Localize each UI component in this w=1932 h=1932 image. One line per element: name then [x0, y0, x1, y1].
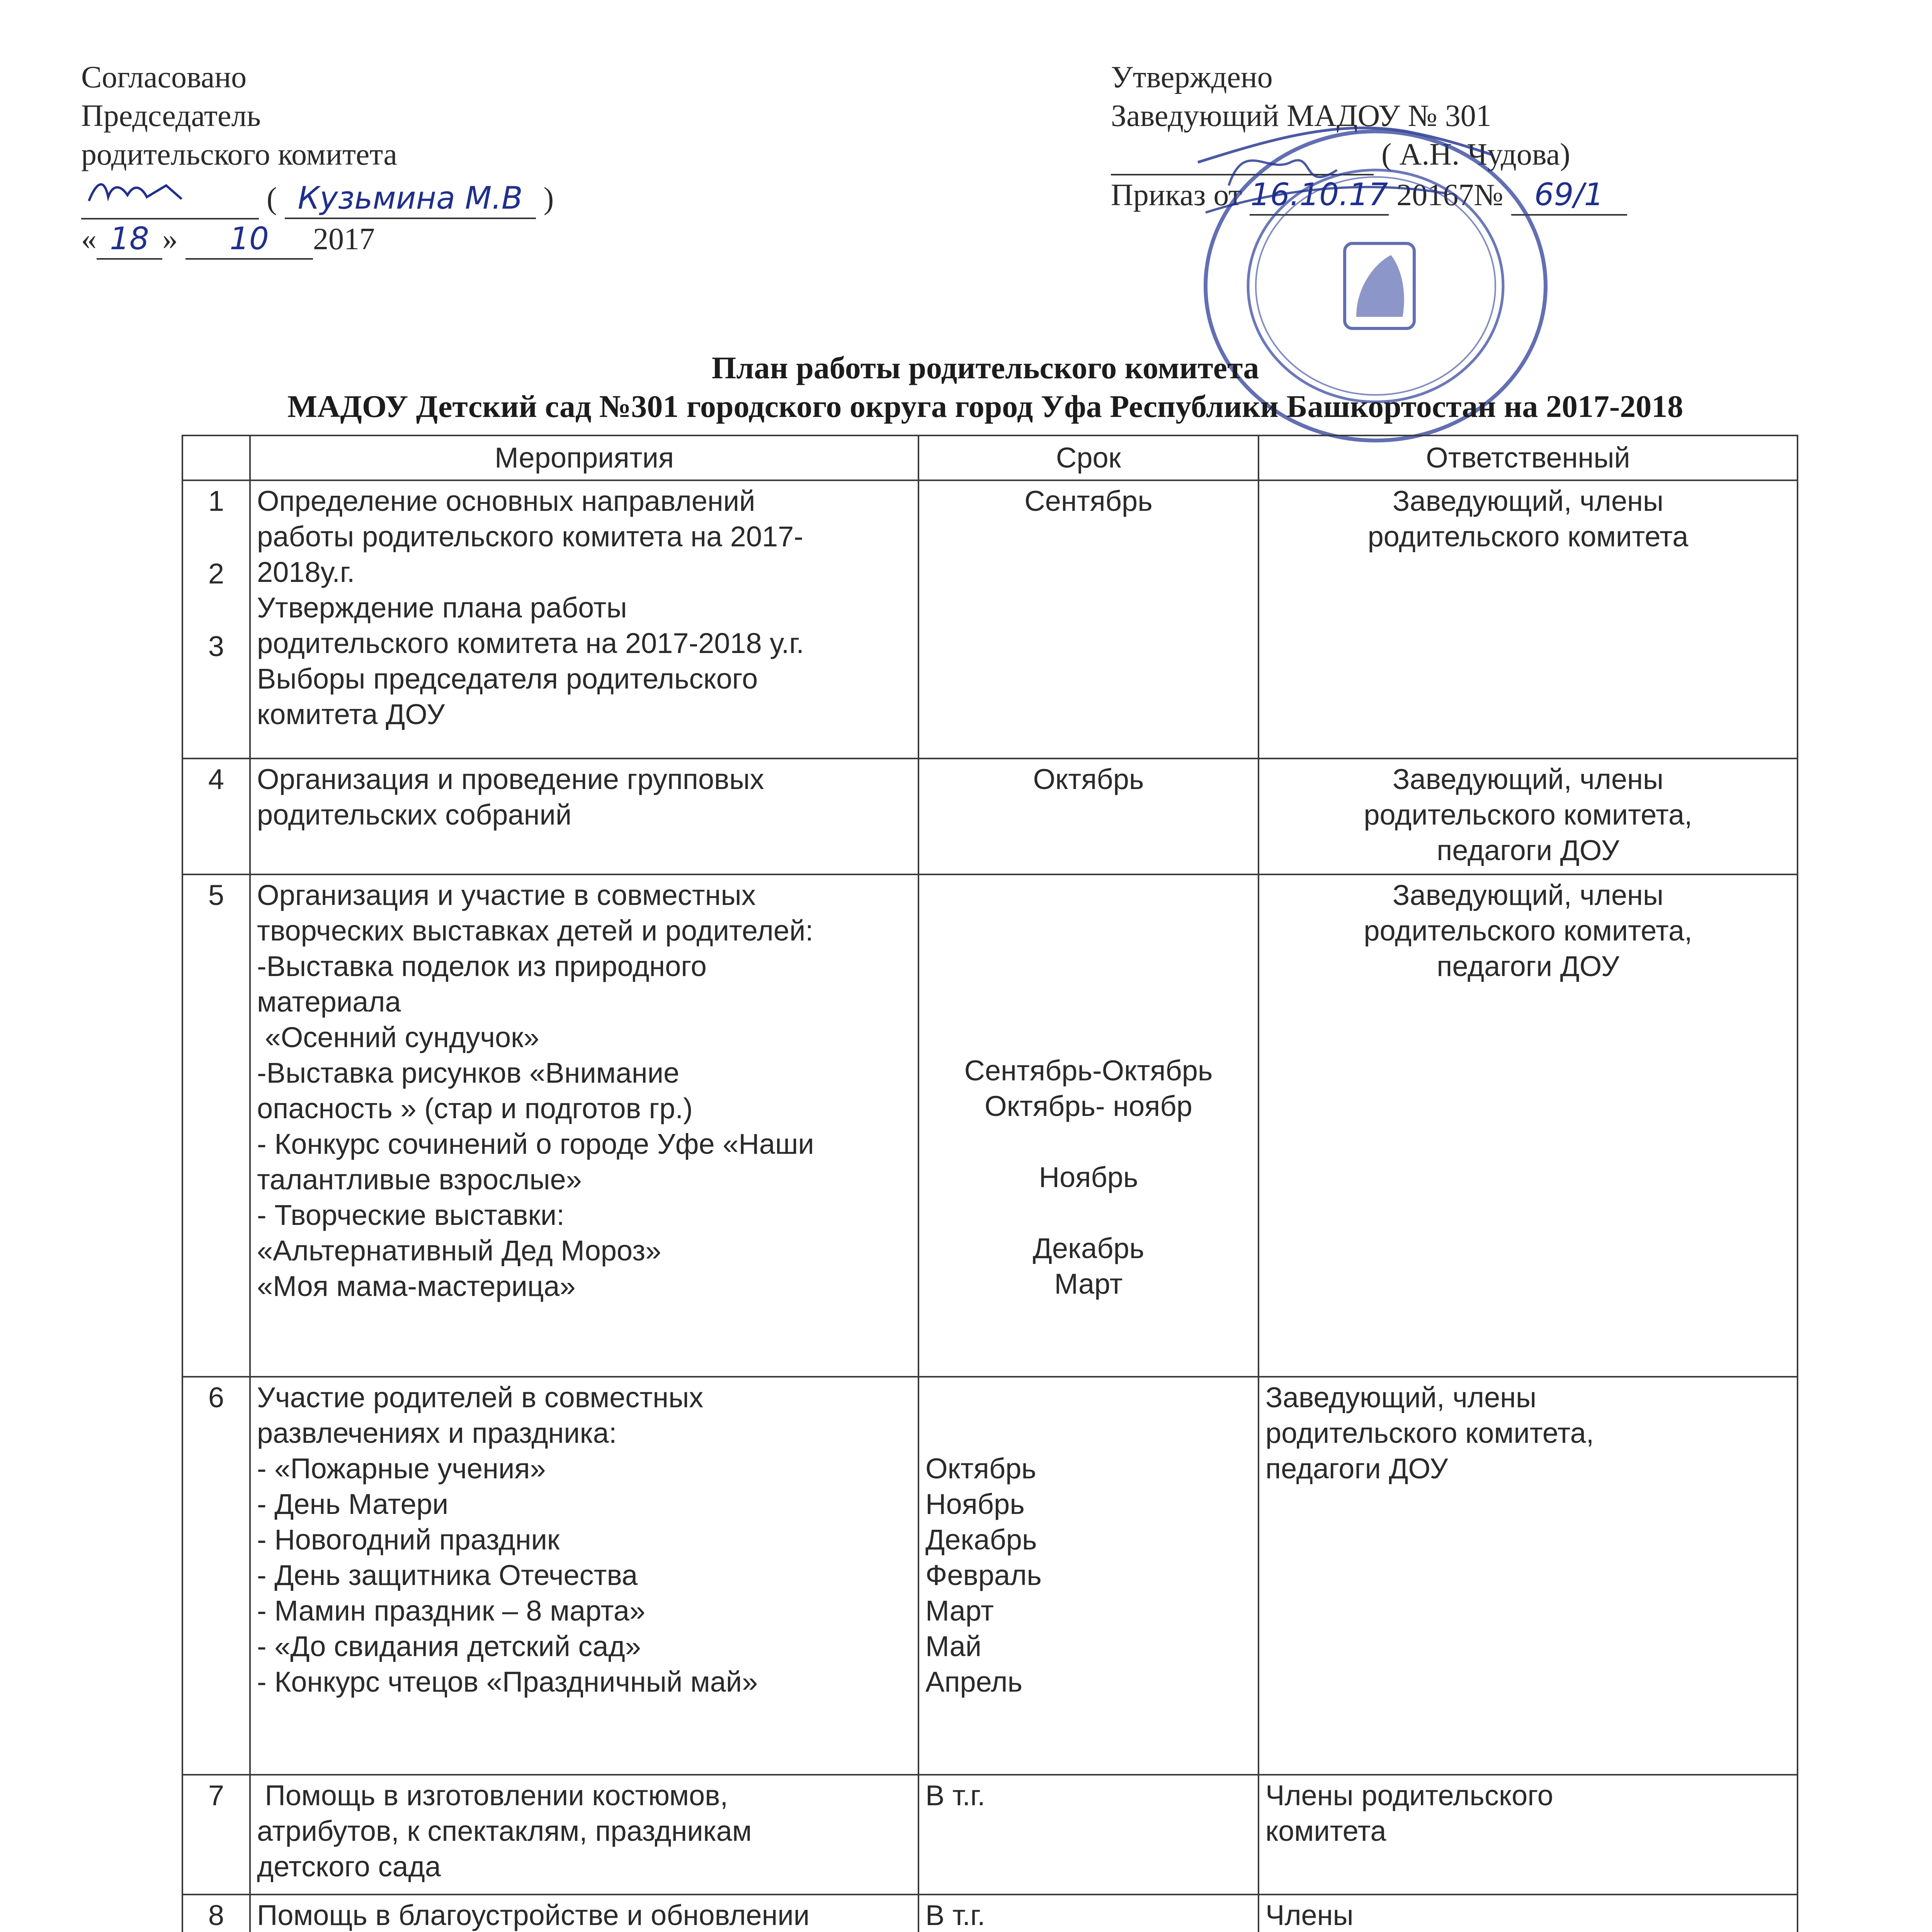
order-date-handwritten: 16.10.17 [1250, 175, 1389, 216]
responsible-line: Члены родительского [1265, 1779, 1553, 1811]
term-line: Сентябрь-Октябрь [964, 1054, 1213, 1087]
activity-line: - «Пожарные учения» [257, 1452, 546, 1485]
signature-blank [81, 174, 259, 219]
activity-cell [250, 1377, 918, 1775]
term-cell [918, 1775, 1259, 1895]
activity-line: - Творческие выставки: [257, 1199, 565, 1231]
term-line: Октябрь [925, 1452, 1036, 1485]
row-number-cell [182, 874, 250, 1377]
responsible-line: комитета [1265, 1815, 1386, 1847]
activity-line: - День Матери [257, 1488, 449, 1520]
term-cell [918, 1895, 1259, 1932]
order-label: Приказ от [1111, 178, 1242, 212]
activity-line: Выборы председателя родительского [257, 663, 758, 695]
term-line [925, 1195, 1252, 1231]
signature-open-paren: ( [267, 182, 277, 216]
term-cell [918, 759, 1259, 874]
activity-line: «Альтернативный Дед Мороз» [257, 1235, 662, 1267]
term-line: Сентябрь [1024, 485, 1153, 517]
responsible-cell [1259, 874, 1798, 1377]
term-line: Октябрь- ноябр [985, 1090, 1192, 1122]
responsible-line: Заведующий, члены [1392, 763, 1664, 795]
activity-line: -Выставка поделок из природного [257, 950, 707, 982]
order-year: 20167№ [1396, 178, 1503, 212]
term-line: Ноябрь [1039, 1161, 1138, 1193]
row-number-cell [182, 1377, 250, 1775]
activity-line: -Выставка рисунков «Внимание [257, 1057, 680, 1089]
responsible-cell [1259, 759, 1798, 874]
table-header-row [182, 435, 1798, 480]
activity-cell [250, 1895, 918, 1932]
activity-line: детского сада [257, 1850, 441, 1883]
activity-line: творческих выставках детей и родителей: [257, 915, 813, 947]
activity-line: «Моя мама-мастерица» [257, 1270, 576, 1302]
activity-line: работы родительского комитета на 2017- [257, 520, 803, 553]
responsible-line: педагоги ДОУ [1265, 1452, 1448, 1485]
row-number: 8 [208, 1899, 224, 1931]
responsible-line: родительского комитета, [1364, 915, 1692, 947]
activity-line: Утверждение плана работы [257, 592, 627, 624]
order-number-handwritten: 69/1 [1511, 175, 1627, 216]
responsible-cell [1259, 1775, 1798, 1895]
agreed-label: Согласовано [81, 60, 247, 94]
activity-line: родительского комитета на 2017-2018 у.г. [257, 627, 804, 659]
responsible-cell [1259, 1377, 1798, 1775]
activity-line: опасность » (стар и подготов гр.) [257, 1092, 693, 1124]
activity-line: материала [257, 986, 401, 1018]
responsible-line: Заведующий, члены [1392, 485, 1664, 517]
row-number: 6 [208, 1381, 224, 1413]
committee-label: родительского комитета [81, 138, 397, 172]
row-number: 2 [208, 558, 224, 590]
header-responsible: Ответственный [1259, 435, 1798, 480]
page-subtitle: МАДОУ Детский сад №301 городского округа город Уфа Республики Башкортостан на 2017-2018 [287, 389, 1684, 424]
date-quote-close: » [162, 222, 178, 256]
activity-line: Определение основных направлений [257, 485, 755, 517]
activity-line: Организация и участие в совместных [257, 879, 756, 911]
activity-cell [250, 480, 918, 759]
activity-cell [250, 1775, 918, 1895]
table-row [182, 1775, 1798, 1895]
row-number: 5 [208, 879, 224, 911]
term-line: Ноябрь [925, 1488, 1025, 1520]
term-cell [918, 874, 1259, 1377]
header-term: Срок [918, 435, 1259, 480]
row-number: 7 [208, 1779, 224, 1811]
activity-line: - Мамин праздник – 8 марта» [257, 1595, 645, 1627]
activity-line: Помощь в изготовлении костюмов, [257, 1779, 728, 1811]
date-quote-open: « [81, 222, 97, 256]
responsible-line: родительского комитета, [1364, 799, 1692, 831]
row-number: 1 [208, 485, 224, 517]
row-number-cell [182, 1895, 250, 1932]
activity-line: «Осенний сундучок» [257, 1021, 539, 1053]
agreed-date-line [81, 219, 622, 260]
responsible-cell [1259, 1895, 1798, 1932]
responsible-line: родительского комитета, [1265, 1417, 1594, 1449]
responsible-line: родительского комитета [1367, 520, 1689, 553]
activity-line: 2018у.г. [257, 556, 355, 588]
activity-line: Участие родителей в совместных [257, 1381, 704, 1413]
responsible-line: педагоги ДОУ [1437, 834, 1619, 866]
page-title: План работы родительского комитета [711, 350, 1259, 385]
table-row [182, 759, 1798, 874]
table-row [182, 480, 1798, 759]
approved-label: Утверждено [1111, 60, 1273, 94]
term-line: Февраль [925, 1559, 1042, 1591]
date-month-handwritten: 10 [185, 219, 313, 260]
table-row [182, 1895, 1798, 1932]
chairman-name-handwritten: Кузьмина М.В [285, 179, 536, 219]
activity-line: родительских собраний [257, 799, 572, 831]
signature-close-paren: ) [543, 182, 554, 216]
table-row [182, 874, 1798, 1377]
chairman-signature-line [81, 174, 622, 219]
term-line: Декабрь [1032, 1232, 1145, 1264]
header-activities: Мероприятия [250, 435, 918, 480]
responsible-line: педагоги ДОУ [1437, 950, 1619, 982]
activity-line: комитета ДОУ [257, 698, 445, 730]
term-line [925, 1124, 1252, 1160]
row-number: 3 [208, 630, 224, 662]
head-name: ( А.Н. Чудова) [1381, 138, 1570, 172]
term-line: Апрель [925, 1666, 1023, 1698]
term-cell [918, 1377, 1259, 1775]
responsible-line: Заведующий, члены [1265, 1381, 1537, 1413]
plan-table [182, 435, 1798, 1932]
date-year: 2017 [313, 222, 375, 256]
approval-block-left [81, 58, 622, 260]
activity-cell [250, 874, 918, 1377]
activity-line: - День защитника Отечества [257, 1559, 638, 1591]
term-cell [918, 480, 1259, 759]
activity-line: - «До свидания детский сад» [257, 1630, 641, 1662]
chairman-label: Председатель [81, 99, 261, 133]
row-number-cell [182, 1775, 250, 1895]
activity-line: атрибутов, к спектаклям, праздникам [257, 1815, 752, 1847]
row-number-cell [182, 759, 250, 874]
row-number-cell [182, 480, 250, 759]
header-number [182, 435, 250, 480]
table-row [182, 1377, 1798, 1775]
term-line: Май [925, 1630, 981, 1662]
activity-line: талантливые взрослые» [257, 1163, 582, 1196]
term-line: В т.г. [925, 1779, 985, 1811]
activity-line: развлечениях и праздника: [257, 1417, 617, 1449]
activity-line: - Новогодний праздник [257, 1524, 560, 1556]
responsible-line: Заведующий, члены [1392, 879, 1664, 911]
responsible-line: Члены [1265, 1899, 1354, 1931]
term-line: Октябрь [1033, 763, 1144, 795]
head-label: Заведующий МАДОУ № 301 [1111, 99, 1492, 133]
activity-line: Помощь в благоустройстве и обновлении [257, 1899, 810, 1931]
date-day-handwritten: 18 [97, 219, 162, 260]
row-number: 4 [208, 763, 224, 795]
term-line: Март [925, 1595, 994, 1627]
term-line: Март [1054, 1268, 1123, 1300]
activity-line: - Конкурс сочинений о городе Уфе «Наши [257, 1128, 814, 1160]
activity-line: - Конкурс чтецов «Праздничный май» [257, 1666, 758, 1698]
term-line: Декабрь [925, 1524, 1037, 1556]
activity-line: Организация и проведение групповых [257, 763, 764, 795]
activity-cell [250, 759, 918, 874]
term-line: В т.г. [925, 1899, 985, 1931]
responsible-cell [1259, 480, 1798, 759]
handwritten-signature-icon [81, 174, 197, 209]
